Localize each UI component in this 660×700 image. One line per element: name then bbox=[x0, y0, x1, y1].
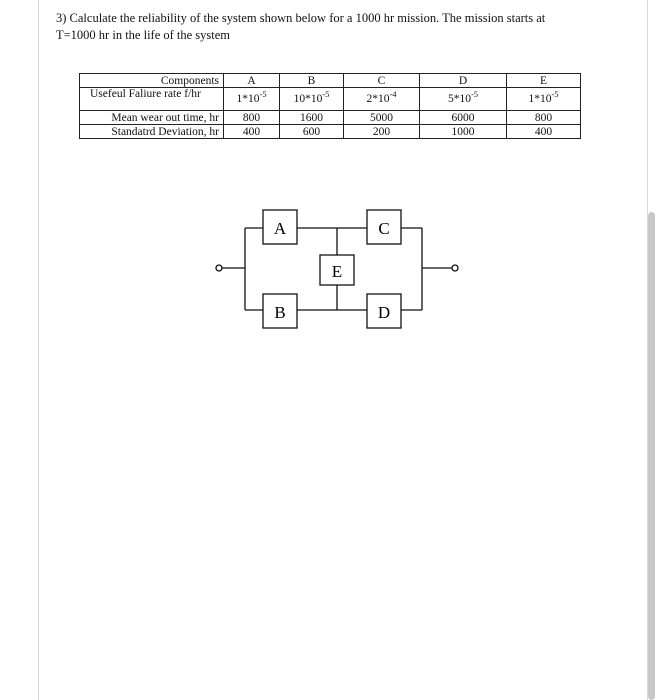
block-d-label: D bbox=[377, 303, 391, 322]
block-d bbox=[367, 294, 401, 328]
failure-rate-value: $10*10^{-5}$ bbox=[280, 88, 344, 111]
std-dev-value: 1000 bbox=[420, 125, 507, 139]
block-a bbox=[263, 210, 297, 244]
failure-rate-value: $1*10^{-5}$ bbox=[224, 88, 280, 111]
block-e-label: E bbox=[331, 262, 343, 281]
std-dev-value: 400 bbox=[224, 125, 280, 139]
mean-wear-label: Mean wear out time, hr bbox=[80, 111, 224, 125]
component-name: B bbox=[280, 74, 344, 88]
std-dev-value: 400 bbox=[507, 125, 581, 139]
mean-wear-value: 1600 bbox=[280, 111, 344, 125]
block-c-label: C bbox=[378, 219, 390, 238]
block-b bbox=[263, 294, 297, 328]
mean-wear-value: 6000 bbox=[420, 111, 507, 125]
output-terminal bbox=[452, 265, 458, 271]
block-a-label: A bbox=[273, 219, 287, 238]
mean-wear-value: 800 bbox=[507, 111, 581, 125]
component-name: A bbox=[224, 74, 280, 88]
component-name: D bbox=[420, 74, 507, 88]
mean-wear-value: 5000 bbox=[344, 111, 420, 125]
mean-wear-value: 800 bbox=[224, 111, 280, 125]
component-name: C bbox=[344, 74, 420, 88]
input-terminal bbox=[216, 265, 222, 271]
failure-rate-value: $2*10^{-4}$ bbox=[344, 88, 420, 111]
components-header: Components bbox=[80, 74, 224, 88]
block-b-label: B bbox=[274, 303, 286, 322]
block-e bbox=[320, 255, 354, 285]
failure-rate-value: $1*10^{-5}$ bbox=[507, 88, 581, 111]
std-dev-label: Standatrd Deviation, hr bbox=[80, 125, 224, 139]
std-dev-value: 600 bbox=[280, 125, 344, 139]
std-dev-value: 200 bbox=[344, 125, 420, 139]
question-line-1: 3) Calculate the reliability of the system shown below for a 1000 hr mission. The mission starts at bbox=[56, 11, 546, 25]
failure-rate-label: Usefeul Faliure rate f/hr bbox=[80, 88, 224, 111]
failure-rate-value: $5*10^{-5}$ bbox=[420, 88, 507, 111]
question-line-2: T=1000 hr in the life of the system bbox=[56, 28, 231, 42]
block-c bbox=[367, 210, 401, 244]
component-name: E bbox=[507, 74, 581, 88]
